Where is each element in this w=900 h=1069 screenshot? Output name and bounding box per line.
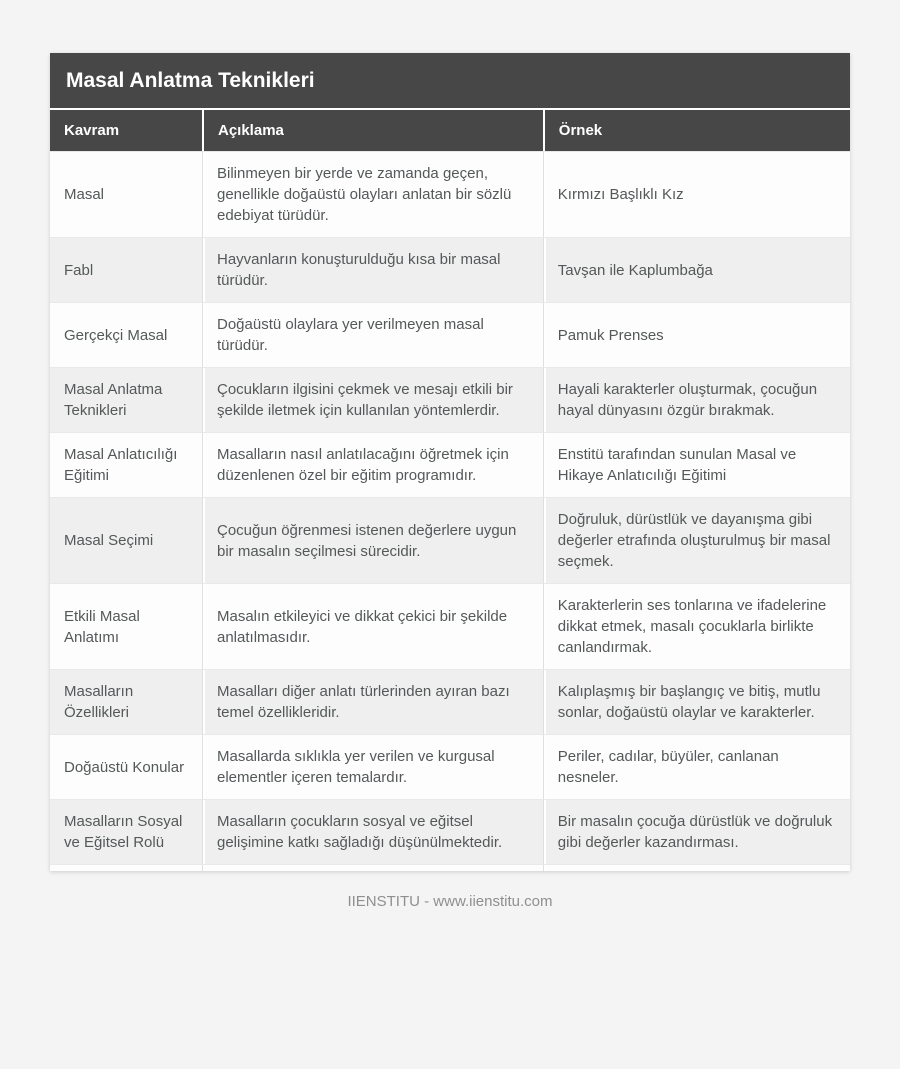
aciklama-cell: Masallarda sıklıkla yer verilen ve kurgusal elementler içeren temalardır. bbox=[202, 734, 543, 799]
table-row bbox=[50, 799, 850, 864]
ornek-cell: Enstitü tarafından sunulan Masal ve Hikaye Anlatıcılığı Eğitimi bbox=[543, 432, 850, 497]
aciklama-cell: Masalın etkileyici ve dikkat çekici bir şekilde anlatılmasıdır. bbox=[202, 583, 543, 669]
table-row bbox=[50, 734, 850, 799]
header-row bbox=[50, 108, 850, 151]
concepts-table bbox=[50, 108, 850, 871]
footer-text: IIENSTITU - www.iienstitu.com bbox=[347, 893, 553, 910]
kavram-cell: Masal Anlatma Teknikleri bbox=[50, 367, 202, 432]
ornek-cell: Kırmızı Başlıklı Kız bbox=[543, 151, 850, 237]
aciklama-cell: Hayvanların konuşturulduğu kısa bir masal türüdür. bbox=[202, 237, 543, 302]
ornek-cell: Kalıplaşmış bir başlangıç ve bitiş, mutlu sonlar, doğaüstü olaylar ve karakterler. bbox=[543, 669, 850, 734]
table-row bbox=[50, 151, 850, 237]
table-row bbox=[50, 669, 850, 734]
aciklama-cell: Çocuğun öğrenmesi istenen değerlere uygun bir masalın seçilmesi sürecidir. bbox=[202, 497, 543, 583]
ornek-cell: Doğruluk, dürüstlük ve dayanışma gibi değerler etrafında oluşturulmuş bir masal seçmek. bbox=[543, 497, 850, 583]
kavram-cell: Doğaüstü Konular bbox=[50, 734, 202, 799]
kavram-cell: Gerçekçi Masal bbox=[50, 302, 202, 367]
table-row bbox=[50, 302, 850, 367]
aciklama-cell: Bilinmeyen bir yerde ve zamanda geçen, genellikle doğaüstü olayları anlatan bir sözlü edebiyat türüdür. bbox=[202, 151, 543, 237]
ornek-cell: Karakterlerin ses tonlarına ve ifadelerine dikkat etmek, masalı çocuklarla birlikte canlandırmak. bbox=[543, 583, 850, 669]
spacer-cell bbox=[202, 864, 543, 871]
ornek-cell: Periler, cadılar, büyüler, canlanan nesneler. bbox=[543, 734, 850, 799]
kavram-cell: Masal bbox=[50, 151, 202, 237]
ornek-cell: Tavşan ile Kaplumbağa bbox=[543, 237, 850, 302]
ornek-cell: Hayali karakterler oluşturmak, çocuğun hayal dünyasını özgür bırakmak. bbox=[543, 367, 850, 432]
kavram-cell: Masal Seçimi bbox=[50, 497, 202, 583]
table-row bbox=[50, 497, 850, 583]
table-row bbox=[50, 237, 850, 302]
kavram-cell: Masalların Sosyal ve Eğitsel Rolü bbox=[50, 799, 202, 864]
table-spacer-row bbox=[50, 864, 850, 871]
table-card bbox=[50, 53, 850, 871]
ornek-cell: Bir masalın çocuğa dürüstlük ve doğruluk gibi değerler kazandırması. bbox=[543, 799, 850, 864]
table-row bbox=[50, 367, 850, 432]
spacer-cell bbox=[50, 864, 202, 871]
kavram-cell: Etkili Masal Anlatımı bbox=[50, 583, 202, 669]
aciklama-cell: Masalların çocukların sosyal ve eğitsel gelişimine katkı sağladığı düşünülmektedir. bbox=[202, 799, 543, 864]
column-header-ornek: Örnek bbox=[543, 108, 850, 151]
kavram-cell: Fabl bbox=[50, 237, 202, 302]
table-row bbox=[50, 583, 850, 669]
column-header-aciklama: Açıklama bbox=[202, 108, 543, 151]
aciklama-cell: Masalları diğer anlatı türlerinden ayıran bazı temel özellikleridir. bbox=[202, 669, 543, 734]
table-row bbox=[50, 432, 850, 497]
spacer-cell bbox=[543, 864, 850, 871]
aciklama-cell: Masalların nasıl anlatılacağını öğretmek için düzenlenen özel bir eğitim programıdır. bbox=[202, 432, 543, 497]
column-header-kavram: Kavram bbox=[50, 108, 202, 151]
aciklama-cell: Doğaüstü olaylara yer verilmeyen masal türüdür. bbox=[202, 302, 543, 367]
aciklama-cell: Çocukların ilgisini çekmek ve mesajı etkili bir şekilde iletmek için kullanılan yöntemlerdir. bbox=[202, 367, 543, 432]
ornek-cell: Pamuk Prenses bbox=[543, 302, 850, 367]
page-title: Masal Anlatma Teknikleri bbox=[50, 53, 850, 108]
kavram-cell: Masalların Özellikleri bbox=[50, 669, 202, 734]
kavram-cell: Masal Anlatıcılığı Eğitimi bbox=[50, 432, 202, 497]
